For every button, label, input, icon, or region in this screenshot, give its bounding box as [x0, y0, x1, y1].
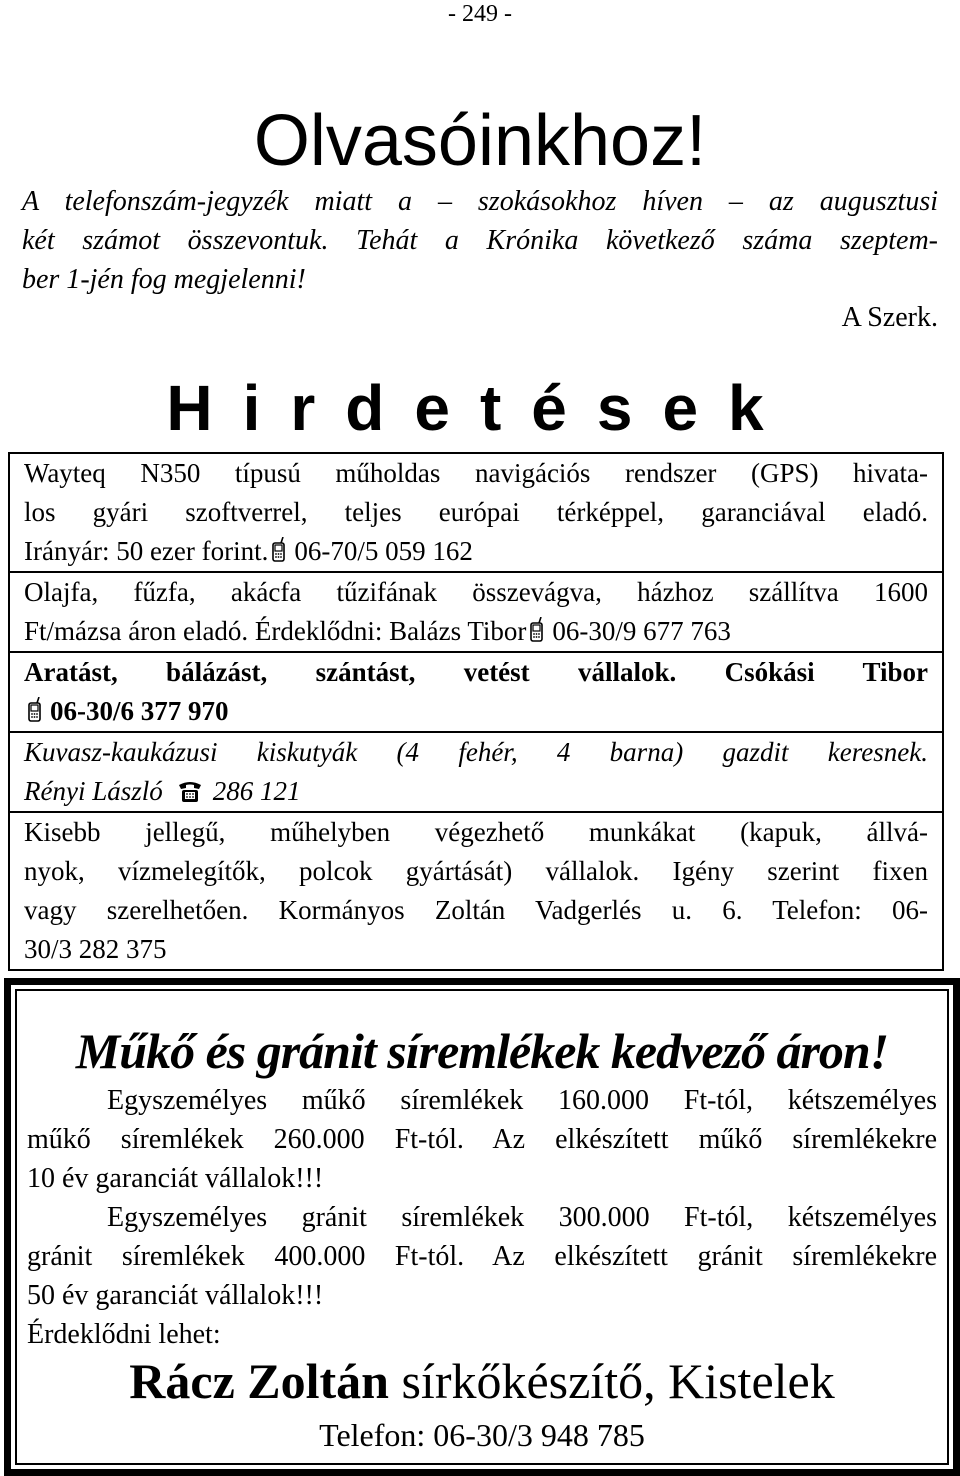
- greeting-line: két számot összevontuk. Tehát a Krónika következő száma szeptem-: [22, 225, 938, 256]
- ads-box: [8, 452, 944, 971]
- monument-ad-box: [4, 978, 960, 1476]
- telephone-icon: [177, 779, 203, 803]
- ad-item-firewood: [10, 573, 942, 653]
- ad-phone: 06-30/6 377 970: [50, 696, 229, 726]
- ad-item-harvest: [10, 653, 942, 733]
- ad-line: Kisebb jellegű, műhelyben végezhető munkákat (kapuk, állvá-: [24, 817, 928, 847]
- monument-line: 50 év garanciát vállalok!!!: [27, 1280, 324, 1311]
- ad-line: Aratást, bálázást, szántást, vetést vállalok. Csókási Tibor: [24, 657, 928, 687]
- monument-line: Egyszemélyes gránit síremlékek 300.000 Ft-tól, kétszemélyes: [107, 1202, 937, 1233]
- greeting-title: Olvasóinkhoz!: [253, 101, 707, 181]
- company-description: sírkőkészítő, Kistelek: [401, 1353, 835, 1409]
- ad-phone: 286 121: [212, 776, 301, 806]
- ad-line: [24, 612, 928, 651]
- mobile-phone-icon: [270, 537, 288, 563]
- greeting-line: A telefonszám-jegyzék miatt a – szokásokhoz híven – az augusztusi: [22, 186, 938, 217]
- monument-ad-inner-frame: [15, 989, 949, 1465]
- monument-line: Egyszemélyes műkő síremlékek 160.000 Ft-tól, kétszemélyes: [107, 1085, 937, 1116]
- monument-headline: Műkő és gránit síremlékek kedvező áron!: [75, 1023, 889, 1079]
- monument-company: [17, 1351, 947, 1411]
- greeting-line: ber 1-jén fog megjelenni!: [22, 264, 306, 295]
- ad-line: [24, 772, 928, 811]
- monument-line: Érdeklődni lehet:: [27, 1319, 221, 1350]
- ad-text: Ft/mázsa áron eladó. Érdeklődni: Balázs Tibor: [24, 616, 527, 646]
- ad-line: los gyári szoftverrel, teljes európai térképpel, garanciával eladó.: [24, 497, 928, 527]
- ad-line: Kuvasz-kaukázusi kiskutyák (4 fehér, 4 barna) gazdit keresnek.: [24, 737, 928, 767]
- greeting-body: [22, 182, 938, 299]
- ad-item-workshop: [10, 813, 942, 969]
- company-name: Rácz Zoltán: [129, 1353, 389, 1409]
- ad-line: Wayteq N350 típusú műholdas navigációs rendszer (GPS) hivata-: [24, 458, 928, 488]
- monument-phone: Telefon: 06-30/3 948 785: [319, 1417, 645, 1453]
- ad-line: nyok, vízmelegítők, polcok gyártását) vállalok. Igény szerint fixen: [24, 856, 928, 886]
- ads-title: Hirdetések: [166, 372, 794, 444]
- ad-line: 30/3 282 375: [24, 934, 167, 964]
- ad-line: [24, 692, 928, 731]
- monument-line: gránit síremlékek 400.000 Ft-tól. Az elkészített gránit síremlékekre: [27, 1241, 937, 1272]
- ad-phone: 06-30/9 677 763: [552, 616, 731, 646]
- ad-phone: 06-70/5 059 162: [294, 536, 473, 566]
- mobile-phone-icon: [26, 697, 44, 723]
- page-number: - 249 -: [448, 1, 512, 27]
- mobile-phone-icon: [528, 617, 546, 643]
- ad-text: Rényi László: [24, 776, 163, 806]
- ad-item-puppies: [10, 733, 942, 813]
- monument-line: műkő síremlékek 260.000 Ft-tól. Az elkészített műkő síremlékekre: [27, 1124, 937, 1155]
- greeting-signature: A Szerk.: [841, 302, 938, 333]
- ad-item-gps: [10, 454, 942, 573]
- monument-line: 10 év garanciát vállalok!!!: [27, 1163, 324, 1194]
- ad-line: Olajfa, fűzfa, akácfa tűzifának összevágva, házhoz szállítva 1600: [24, 577, 928, 607]
- monument-body: [27, 1081, 937, 1354]
- ad-text: Irányár: 50 ezer forint.: [24, 536, 269, 566]
- ad-line: vagy szerelhetően. Kormányos Zoltán Vadgerlés u. 6. Telefon: 06-: [24, 895, 928, 925]
- ad-line: [24, 532, 928, 571]
